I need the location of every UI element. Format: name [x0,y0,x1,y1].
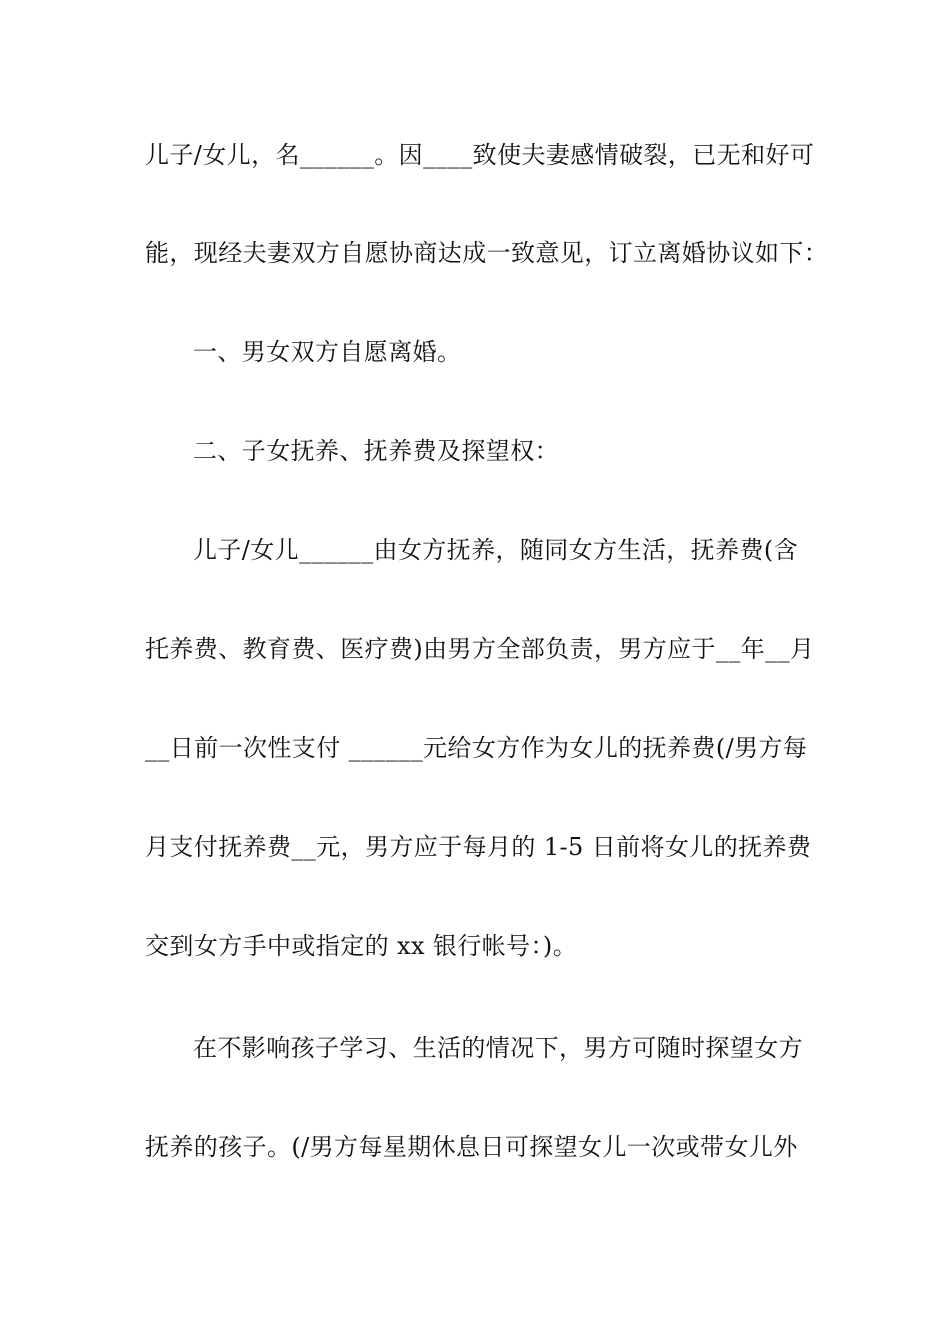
paragraph-line-1: 儿子/女儿，名______。因____致使夫妻感情破裂，已无和好可 [145,141,815,169]
clause-one-line: 一、男女双方自愿离婚。 [193,338,462,366]
custody-paragraph-line-1: 儿子/女儿______由女方抚养，随同女方生活，抚养费(含 [193,536,799,564]
custody-paragraph-line-5: 交到女方手中或指定的 xx 银行帐号：)。 [145,932,578,960]
custody-paragraph-line-2: 托养费、教育费、医疗费)由男方全部负责，男方应于__年__月 [145,635,815,663]
paragraph-line-2: 能，现经夫妻双方自愿协商达成一致意见，订立离婚协议如下： [145,239,829,267]
clause-two-heading: 二、子女抚养、抚养费及探望权： [193,437,559,465]
custody-paragraph-line-4: 月支付抚养费__元，男方应于每月的 1-5 日前将女儿的抚养费 [145,833,812,861]
visitation-paragraph-line-1: 在不影响孩子学习、生活的情况下，男方可随时探望女方 [193,1034,803,1062]
custody-paragraph-line-3: __日前一次性支付 ______元给女方作为女儿的抚养费(/男方每 [145,734,808,762]
visitation-paragraph-line-2: 抚养的孩子。(/男方每星期休息日可探望女儿一次或带女儿外 [145,1133,798,1161]
